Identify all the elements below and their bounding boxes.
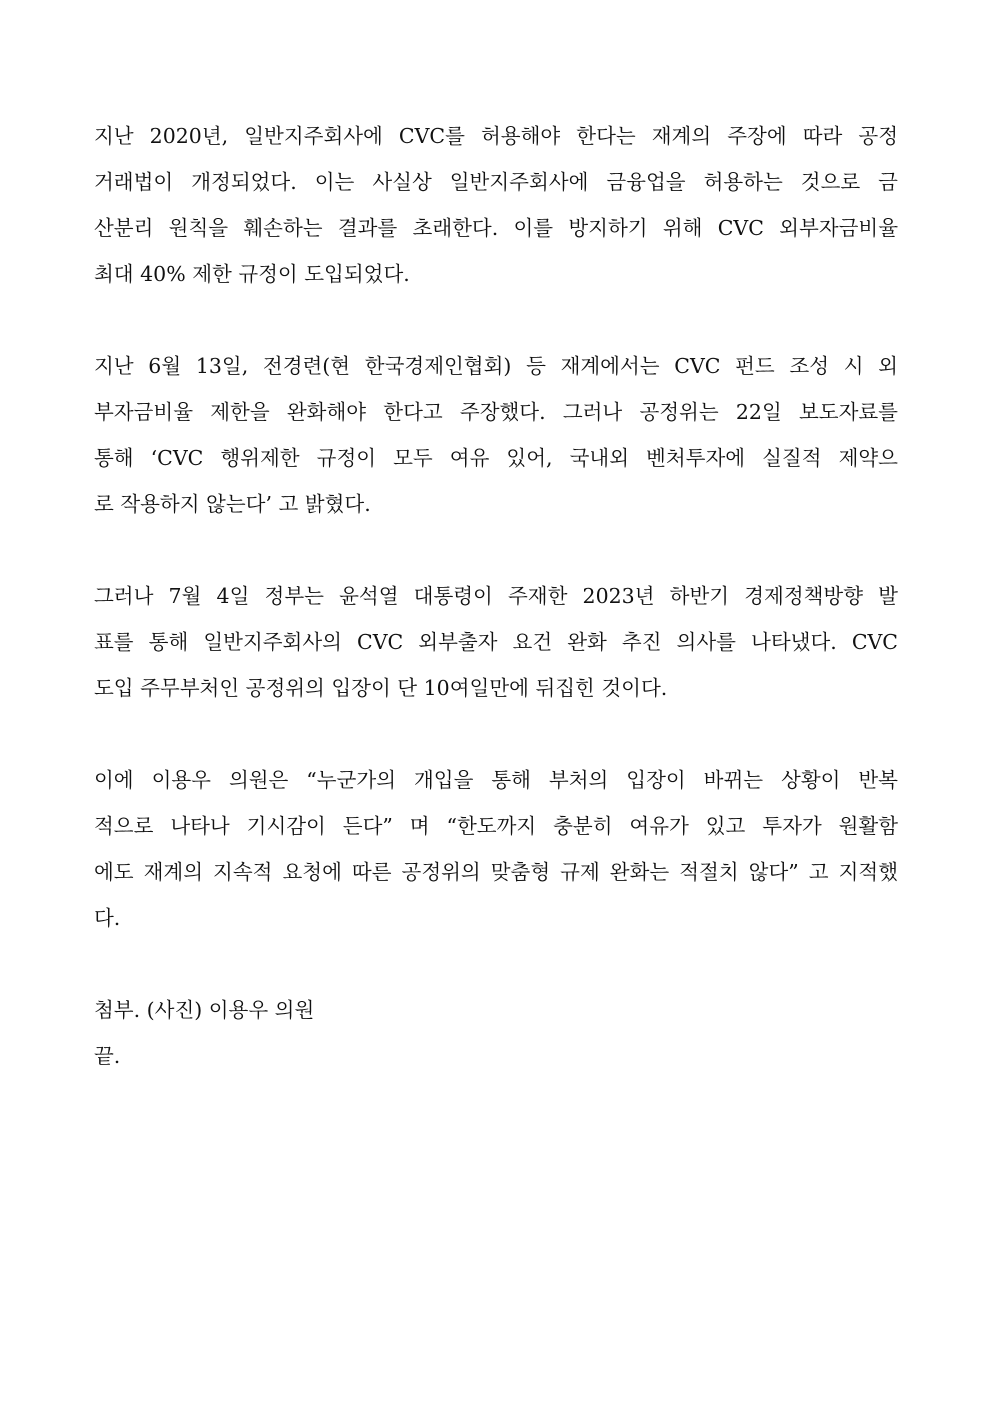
paragraph-line: 지난 6월 13일, 전경련(현 한국경제인협회) 등 재계에서는 CVC 펀드 조성 시 외 [94, 354, 898, 378]
paragraph-cvc-background [94, 113, 898, 297]
paragraph-line: 도입 주무부처인 공정위의 입장이 단 10여일만에 뒤집힌 것이다. [94, 676, 668, 700]
paragraph-line: 다. [94, 906, 121, 930]
attachment-note: 첨부. (사진) 이용우 의원 [94, 998, 315, 1022]
paragraph-line: 에도 재계의 지속적 요청에 따른 공정위의 맞춤형 규제 완화는 적절치 않다” 고 지적했 [94, 860, 898, 884]
paragraph-line: 부자금비율 제한을 완화해야 한다고 주장했다. 그러나 공정위는 22일 보도자료를 [94, 400, 898, 424]
document-body [94, 113, 898, 1079]
paragraph-line: 지난 2020년, 일반지주회사에 CVC를 허용해야 한다는 재계의 주장에 따라 공정 [94, 124, 898, 148]
document-footer [94, 987, 898, 1079]
paragraph-line: 로 작용하지 않는다’ 고 밝혔다. [94, 492, 371, 516]
paragraph-line: 적으로 나타나 기시감이 든다” 며 “한도까지 충분히 여유가 있고 투자가 원활함 [94, 814, 898, 838]
paragraph-line: 표를 통해 일반지주회사의 CVC 외부출자 요건 완화 추진 의사를 나타냈다. CVC [94, 630, 898, 654]
paragraph-line: 산분리 원칙을 훼손하는 결과를 초래한다. 이를 방지하기 위해 CVC 외부자금비율 [94, 216, 898, 240]
paragraph-line: 통해 ‘CVC 행위제한 규정이 모두 여유 있어, 국내외 벤처투자에 실질적 제약으 [94, 446, 898, 470]
paragraph-line: 이에 이용우 의원은 “누군가의 개입을 통해 부처의 입장이 바뀌는 상황이 반복 [94, 768, 898, 792]
paragraph-business-claim [94, 343, 898, 527]
end-mark: 끝. [94, 1044, 121, 1068]
paragraph-government-reversal [94, 573, 898, 711]
paragraph-line: 최대 40% 제한 규정이 도입되었다. [94, 262, 410, 286]
paragraph-line: 그러나 7월 4일 정부는 윤석열 대통령이 주재한 2023년 하반기 경제정책방향 발 [94, 584, 898, 608]
paragraph-lawmaker-comment [94, 757, 898, 941]
paragraph-line: 거래법이 개정되었다. 이는 사실상 일반지주회사에 금융업을 허용하는 것으로 금 [94, 170, 898, 194]
